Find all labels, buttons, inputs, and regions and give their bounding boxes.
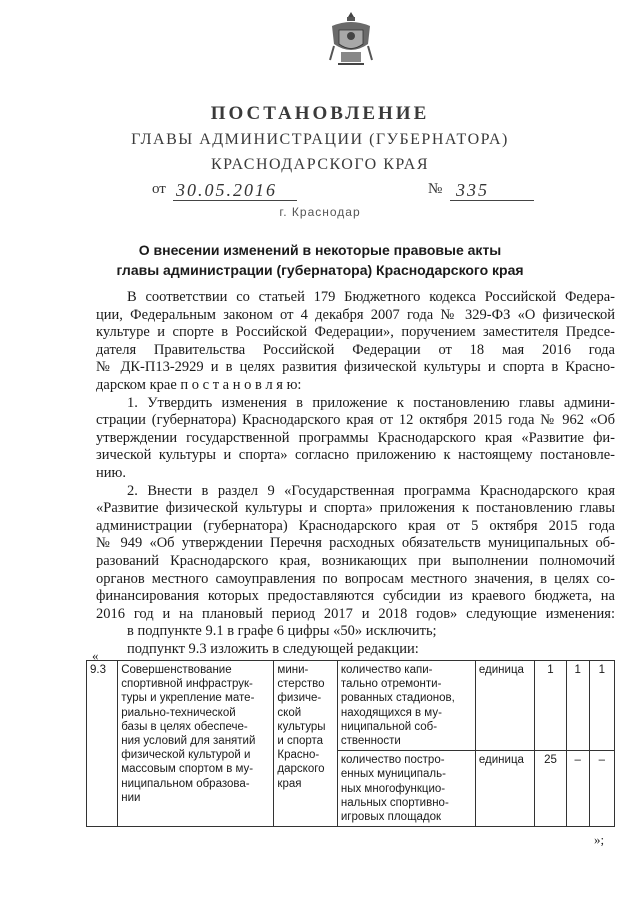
value-2016-cell: 1 — [535, 661, 566, 751]
table-row — [87, 661, 615, 751]
date-value: 30.05.2016 — [176, 180, 277, 200]
ministry-line: дарского — [277, 763, 325, 776]
description-line: нии — [121, 791, 141, 804]
description-line: Совершенствование — [121, 664, 232, 676]
paragraph-line: органов местного самоуправления по вопросам местного значения, в целях со- — [96, 570, 615, 587]
indicator-line: енных муниципаль- — [340, 768, 446, 781]
paragraph-line: 1. Утвердить изменения в приложение к постановлению главы админи- — [127, 394, 615, 411]
ministry-line: и спорта — [277, 735, 324, 748]
description-line: туры и укрепление мате- — [121, 692, 255, 705]
issuer-heading: ГЛАВЫ АДМИНИСТРАЦИИ (ГУБЕРНАТОРА) — [131, 131, 509, 148]
indicator-line: игровых площадок — [340, 811, 442, 824]
unit-cell: единица — [475, 661, 534, 751]
ministry-line: края — [277, 777, 302, 790]
description-cell — [118, 661, 274, 827]
data-table — [86, 660, 615, 827]
description-line: ния условий для занятий — [121, 735, 256, 748]
ministry-cell — [274, 661, 337, 827]
paragraph-line: культуре и спорте в Российской Федерации», поручением заместителя Предсе- — [96, 324, 615, 341]
paragraph-line: № 949 «Об утверждении Перечня расходных обязательств муниципальных об- — [96, 535, 615, 552]
paragraph-line: № ДК-П13-2929 и в целях развития физической культуры и спорта в Красно- — [96, 359, 615, 376]
paragraph-line: дателя Правительства Российской Федерации от 18 мая 2016 года — [96, 341, 615, 358]
indicator-line: ственности — [340, 735, 401, 748]
paragraph-line: ции, Федеральным законом от 4 декабря 2007 года № 329-ФЗ «О физической — [96, 306, 615, 323]
value-2017-cell: – — [566, 751, 589, 827]
ministry-line: стерство — [277, 678, 325, 691]
description-line: ниципальном образова- — [121, 777, 250, 790]
region-heading: КРАСНОДАРСКОГО КРАЯ — [211, 156, 429, 173]
paragraph-line: администрации (губернатора) Краснодарского края от 5 октября 2015 года — [96, 517, 615, 534]
open-quote: « — [92, 648, 99, 663]
number-value: 335 — [456, 180, 489, 200]
indicator-cell — [337, 661, 475, 751]
description-line: массовым спортом в му- — [121, 763, 254, 776]
place-of-issue: г. Краснодар — [279, 205, 361, 219]
ministry-line: физиче- — [277, 692, 322, 705]
paragraph-line: дарском крае п о с т а н о в л я ю: — [96, 377, 302, 393]
paragraph-line: утверждении государственной программы Краснодарского края «Развитие фи- — [96, 429, 615, 446]
ministry-line: мини- — [277, 664, 309, 676]
title-line: О внесении изменений в некоторые правовые акты — [138, 242, 502, 258]
paragraph-line: в подпункте 9.1 в графе 6 цифры «50» исключить; — [127, 623, 437, 640]
paragraph-line: зической культуры и спорта» согласно приложению к настоящему постановле- — [96, 447, 615, 464]
paragraph-line: финансирования которых предоставляются субсидии из краевого бюджета, на — [96, 588, 615, 605]
ministry-line: культуры — [277, 720, 326, 733]
value-2016-cell: 25 — [535, 751, 566, 827]
paragraph-line: «Развитие физической культуры и спорта» приложения к постановлению главы — [96, 500, 615, 517]
document-title — [100, 240, 540, 280]
date-underline — [173, 180, 297, 201]
description-line: спортивной инфраструк- — [121, 678, 253, 691]
indicator-line: нальных спортивно- — [340, 796, 449, 809]
paragraph-line: 2016 год и на плановый период 2017 и 2018 годов» следующие изменения: — [96, 605, 615, 622]
indicator-line: находящихся в му- — [340, 706, 442, 719]
number-underline — [450, 180, 534, 201]
value-2018-cell: 1 — [589, 661, 614, 751]
coat-of-arms-icon — [326, 8, 376, 70]
ministry-line: ской — [277, 706, 302, 719]
paragraph-line: страции (губернатора) Краснодарского края от 12 октября 2015 года № 962 «Об — [96, 412, 615, 429]
date-label: от — [152, 181, 166, 197]
number-label: № — [428, 181, 443, 197]
indicator-line: ниципальной соб- — [340, 720, 438, 733]
title-line: главы администрации (губернатора) Краснодарского края — [116, 262, 524, 278]
value-2018-cell: – — [589, 751, 614, 827]
paragraph-line: 2. Внести в раздел 9 «Государственная программа Краснодарского края — [127, 482, 615, 499]
description-line: риально-технической — [121, 706, 236, 719]
value-2017-cell: 1 — [566, 661, 589, 751]
paragraph-line: подпункт 9.3 изложить в следующей редакции: — [127, 641, 419, 657]
paragraph-line: разований Краснодарского края, возникающих при выполнении полномочий — [96, 553, 615, 569]
close-quote: »; — [594, 832, 605, 847]
description-line: базы в целях обеспече- — [121, 720, 248, 733]
indicator-line: количество капи- — [340, 664, 433, 676]
document-type-heading: ПОСТАНОВЛЕНИЕ — [210, 103, 430, 124]
indicator-line: ных многофункцио- — [340, 782, 446, 795]
indicator-cell — [337, 751, 475, 827]
unit-cell: единица — [475, 751, 534, 827]
indicator-line: рованных стадионов, — [340, 692, 455, 705]
paragraph-line: В соответствии со статьей 179 Бюджетного кодекса Российской Федера- — [127, 289, 615, 305]
indicator-line: тально отремонти- — [340, 678, 442, 691]
ministry-line: Красно- — [277, 749, 320, 762]
row-number-cell: 9.3 — [87, 661, 118, 827]
indicator-line: количество постро- — [340, 754, 445, 767]
paragraph-line: нию. — [96, 465, 126, 481]
description-line: физической культурой и — [121, 749, 251, 762]
